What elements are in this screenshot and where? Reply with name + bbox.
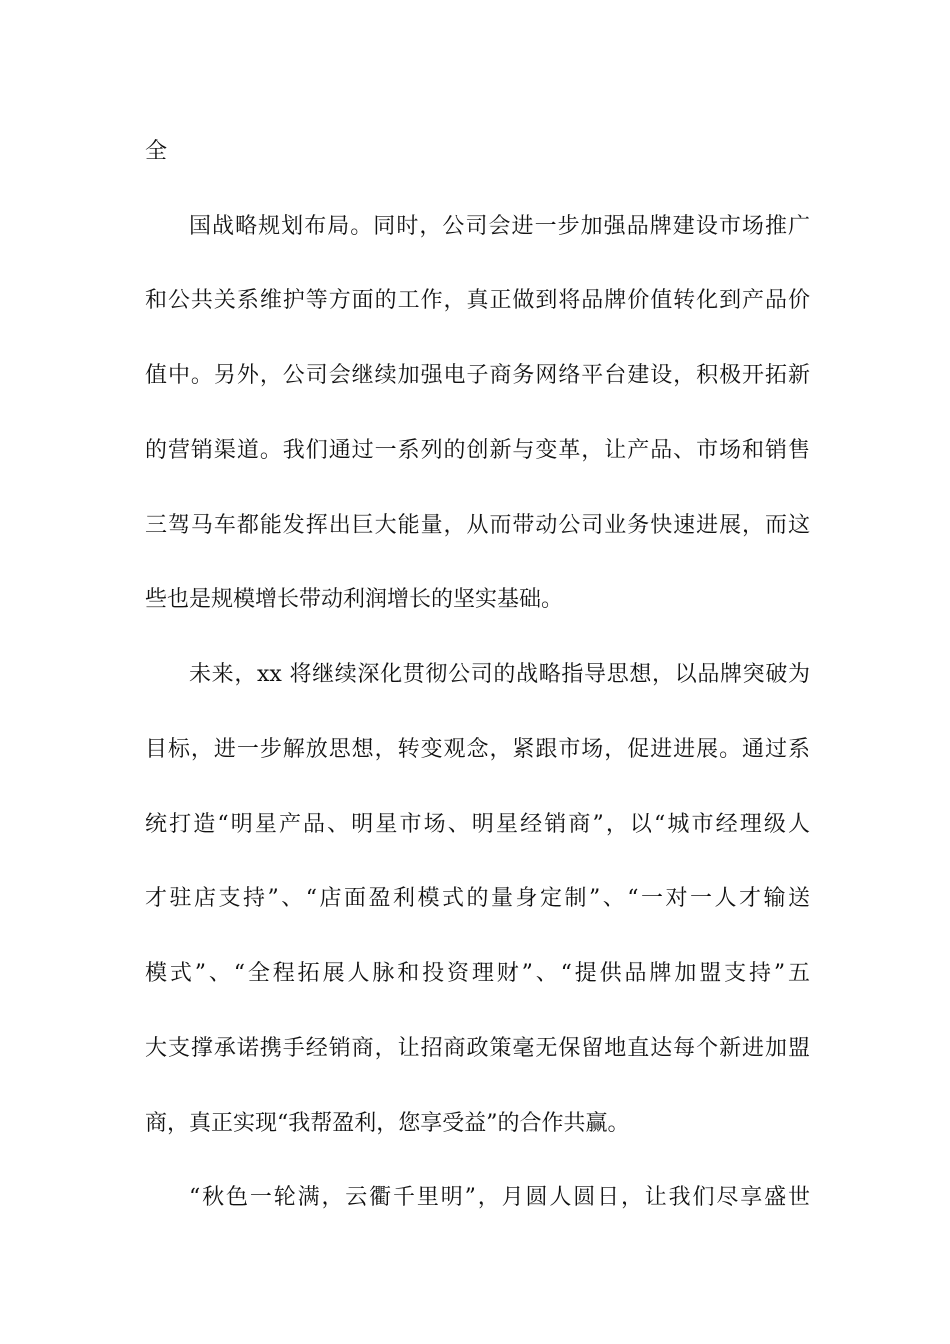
text-line-3: 和公共关系维护等方面的工作，真正做到将品牌价值转化到产品价 (145, 288, 810, 313)
text-line-8: 未来，xx 将继续深化贯彻公司的战略指导思想，以品牌突破为 (189, 662, 810, 687)
text-line-11: 才驻店支持”、“店面盈利模式的量身定制”、“一对一人才输送 (145, 886, 810, 911)
text-line-14: 商，真正实现“我帮盈利，您享受益”的合作共赢。 (145, 1111, 630, 1136)
text-line-9: 目标，进一步解放思想，转变观念，紧跟市场，促进进展。通过系 (145, 737, 810, 762)
text-line-7: 些也是规模增长带动利润增长的坚实基础。 (145, 587, 564, 612)
text-line-2: 国战略规划布局。同时，公司会进一步加强品牌建设市场推广 (189, 214, 810, 239)
text-line-4: 值中。另外，公司会继续加强电子商务网络平台建设，积极开拓新 (145, 363, 810, 388)
text-line-13: 大支撑承诺携手经销商，让招商政策毫无保留地直达每个新进加盟 (145, 1036, 810, 1061)
text-line-12: 模式”、“全程拓展人脉和投资理财”、“提供品牌加盟支持”五 (145, 961, 810, 986)
text-line-1: 全 (145, 139, 168, 164)
text-line-6: 三驾马车都能发挥出巨大能量，从而带动公司业务快速进展，而这 (145, 513, 810, 538)
text-line-10: 统打造“明星产品、明星市场、明星经销商”，以“城市经理级人 (145, 812, 810, 837)
text-line-15: “秋色一轮满，云衢千里明”，月圆人圆日，让我们尽享盛世 (189, 1185, 810, 1210)
text-line-5: 的营销渠道。我们通过一系列的创新与变革，让产品、市场和销售 (145, 438, 810, 463)
